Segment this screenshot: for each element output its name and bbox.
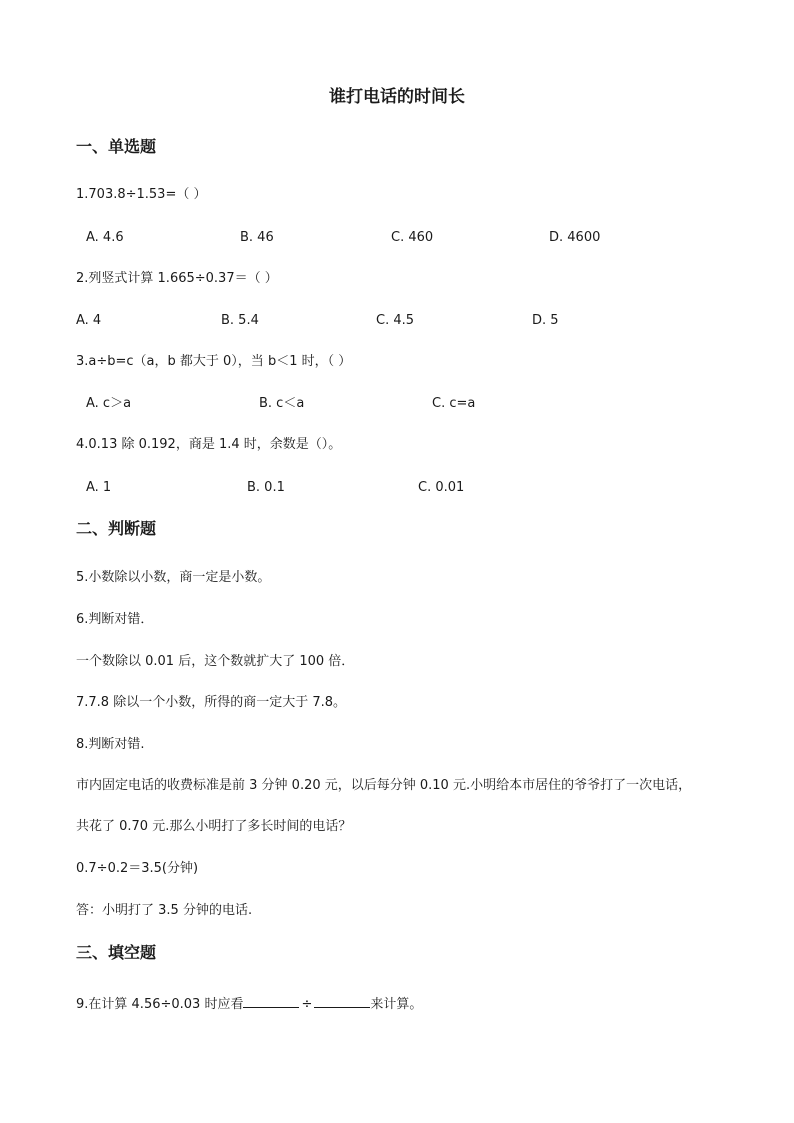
question-8-statement-line-1: 市内固定电话的收费标准是前 3 分钟 0.20 元，以后每分钟 0.10 元.小明给本市居住的爷爷打了一次电话， <box>76 778 692 793</box>
question-4-option-a: A. 1 <box>86 480 112 495</box>
question-3-option-b: B. c＜a <box>259 396 305 411</box>
question-6-text: 6.判断对错． <box>76 612 154 627</box>
question-1-option-b: B. 46 <box>240 230 274 245</box>
question-1-option-c: C. 460 <box>391 230 434 245</box>
question-4-option-b: B. 0.1 <box>247 480 285 495</box>
answer-blank-2[interactable] <box>314 994 370 1008</box>
question-2-option-c: C. 4.5 <box>376 313 415 328</box>
question-2-text: 2.列竖式计算 1.665÷0.37＝（ ） <box>76 271 278 286</box>
question-3-option-c: C. c=a <box>432 396 476 411</box>
page-title: 谁打电话的时间长 <box>329 87 465 107</box>
question-1-option-a: A. 4.6 <box>86 230 124 245</box>
question-3-text: 3.a÷b=c（a，b 都大于 0），当 b＜1 时，（ ） <box>76 354 352 369</box>
question-8-calculation: 0.7÷0.2＝3.5(分钟) <box>76 861 199 876</box>
question-9-prefix: 9.在计算 4.56÷0.03 时应看 <box>76 997 244 1012</box>
answer-blank-1[interactable] <box>243 994 299 1008</box>
section-heading-true-false: 二、判断题 <box>76 519 157 538</box>
question-3-option-a: A. c＞a <box>86 396 132 411</box>
question-8-text: 8.判断对错. <box>76 737 145 752</box>
question-7-text: 7.7.8 除以一个小数，所得的商一定大于 7.8。 <box>76 695 347 710</box>
question-8-statement-line-2: 共花了 0.70 元.那么小明打了多长时间的电话？ <box>76 819 352 834</box>
question-4-text: 4.0.13 除 0.192，商是 1.4 时，余数是（）。 <box>76 437 342 452</box>
question-1-option-d: D. 4600 <box>549 230 601 245</box>
section-heading-single-choice: 一、单选题 <box>76 137 157 156</box>
question-9-divide-sign: ÷ <box>301 997 313 1012</box>
question-1-text: 1.703.8÷1.53=（ ） <box>76 187 207 202</box>
question-2-option-d: D. 5 <box>532 313 559 328</box>
question-9-suffix: 来计算。 <box>370 997 423 1012</box>
section-heading-fill-blank: 三、填空题 <box>76 943 157 962</box>
question-9-text <box>76 994 422 1014</box>
question-6-statement: 一个数除以 0.01 后，这个数就扩大了 100 倍． <box>76 654 355 669</box>
question-2-option-a: A. 4 <box>76 313 102 328</box>
question-2-option-b: B. 5.4 <box>221 313 259 328</box>
question-4-option-c: C. 0.01 <box>418 480 465 495</box>
question-5-text: 5.小数除以小数，商一定是小数。 <box>76 570 271 585</box>
question-8-answer: 答：小明打了 3.5 分钟的电话. <box>76 903 253 918</box>
